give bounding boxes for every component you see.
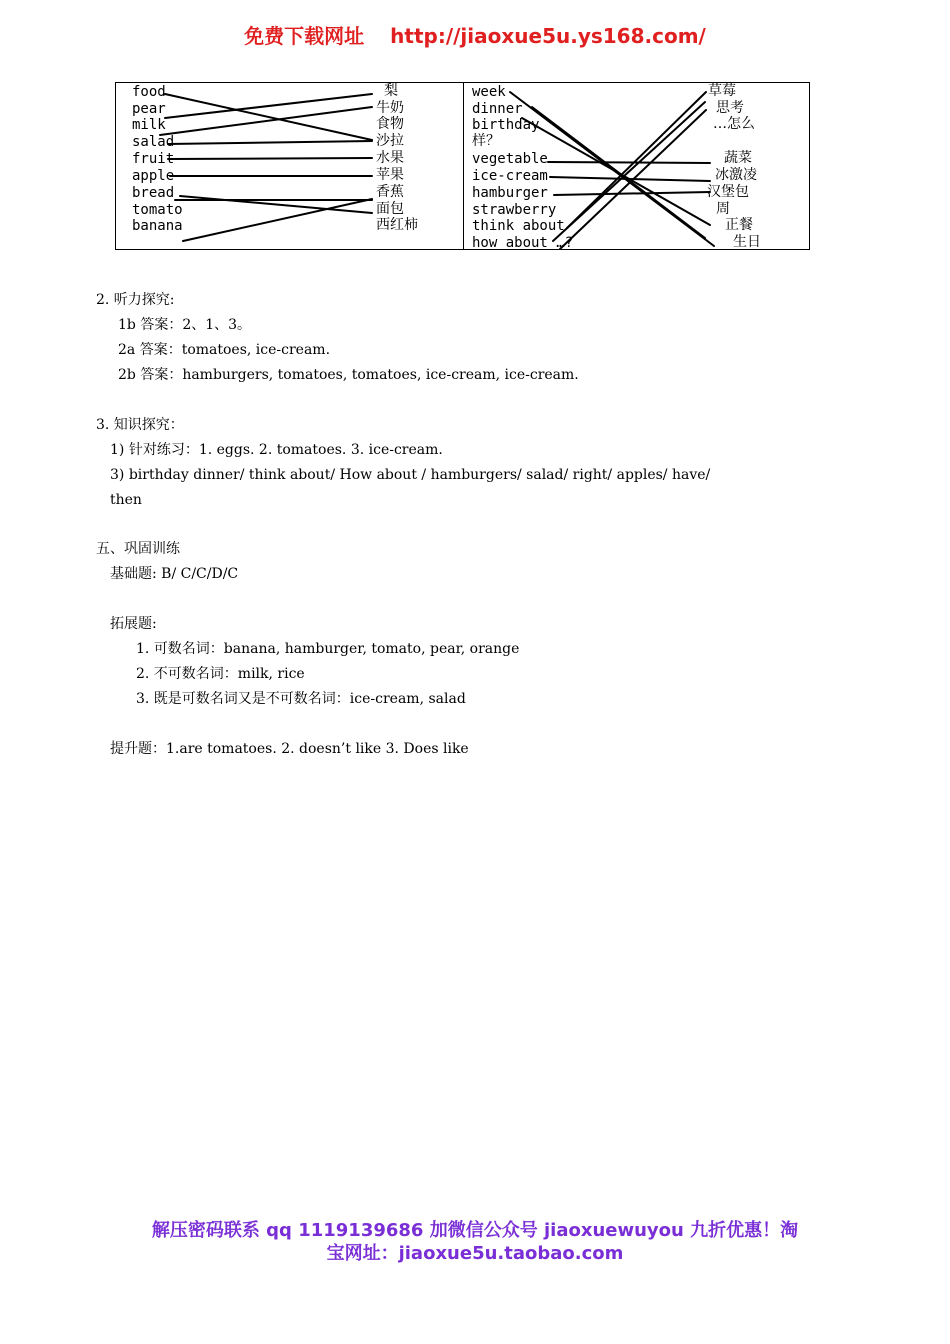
extension-item-2: 2. 不可数名词：milk, rice <box>136 666 305 682</box>
section-3-title: 3. 知识探究： <box>96 417 184 433</box>
extension-item-1: 1. 可数名词：banana, hamburger, tomato, pear, orange <box>136 641 520 657</box>
left-word: apple <box>132 168 175 184</box>
table-divider <box>463 83 464 249</box>
right-translation: 思考 <box>716 100 744 116</box>
right-word: think about <box>472 218 565 234</box>
answer-2a: 2a 答案：tomatoes, ice-cream. <box>118 342 331 358</box>
left-word: tomato <box>132 202 183 218</box>
right-translation: 汉堡包 <box>707 184 749 200</box>
left-translation: 面包 <box>376 201 404 217</box>
left-word: food <box>132 84 166 100</box>
right-translation: …怎么 <box>713 116 755 132</box>
left-translation: 沙拉 <box>376 133 404 149</box>
left-translation: 水果 <box>376 150 404 166</box>
left-word: bread <box>132 185 175 201</box>
left-translation: 香蕉 <box>376 184 404 200</box>
section-2-title: 2. 听力探究: <box>96 292 175 308</box>
basic-questions: 基础题: B/ C/C/D/C <box>110 566 239 582</box>
right-translation: 周 <box>716 201 730 217</box>
footer <box>0 1219 950 1265</box>
answer-3-1: 1) 针对练习：1. eggs. 2. tomatoes. 3. ice-cream. <box>110 442 443 458</box>
right-word: strawberry <box>472 202 557 218</box>
right-word: birthday <box>472 117 540 133</box>
header <box>0 20 950 49</box>
left-word: salad <box>132 134 175 150</box>
right-word: ice-cream <box>472 168 548 184</box>
footer-line-2[interactable]: 宝网址：jiaoxue5u.taobao.com <box>326 1243 624 1264</box>
left-translation: 梨 <box>384 83 398 99</box>
answer-1b: 1b 答案：2、1、3。 <box>118 317 252 333</box>
right-word: vegetable <box>472 151 548 167</box>
right-word: dinner <box>472 101 523 117</box>
left-translation: 牛奶 <box>376 100 404 116</box>
right-word: how about …? <box>472 235 574 251</box>
header-label: 免费下载网址 <box>244 24 365 48</box>
extension-title: 拓展题: <box>110 616 157 632</box>
answer-3-3-line1: 3) birthday dinner/ think about/ How about / hamburgers/ salad/ right/ apples/ have/ <box>110 467 711 483</box>
left-translation: 苹果 <box>376 167 404 183</box>
extension-item-3: 3. 既是可数名词又是不可数名词：ice-cream, salad <box>136 691 466 707</box>
left-word: fruit <box>132 151 175 167</box>
right-translation: 生日 <box>733 234 761 250</box>
advanced-questions: 提升题：1.are tomatoes. 2. doesn’t like 3. Does like <box>110 741 469 757</box>
right-word: hamburger <box>472 185 548 201</box>
left-word: milk <box>132 117 166 133</box>
answer-2b: 2b 答案：hamburgers, tomatoes, tomatoes, ice-cream, ice-cream. <box>118 367 579 383</box>
answer-3-3-line2: then <box>110 492 142 508</box>
left-word: banana <box>132 218 183 234</box>
right-word: week <box>472 84 506 100</box>
left-translation: 西红柿 <box>376 217 418 233</box>
right-translation: 冰激凌 <box>715 167 757 183</box>
right-word-continued: 样？ <box>472 133 500 149</box>
left-translation: 食物 <box>376 116 404 132</box>
right-translation: 正餐 <box>725 217 753 233</box>
left-word: pear <box>132 101 166 117</box>
right-translation: 草莓 <box>708 83 736 99</box>
right-translation: 蔬菜 <box>724 150 752 166</box>
footer-line-1: 解压密码联系 qq 1119139686 加微信公众号 jiaoxuewuyou 九折优惠！淘 <box>151 1220 799 1241</box>
section-5-title: 五、巩固训练 <box>96 541 180 557</box>
header-url[interactable]: http://jiaoxue5u.ys168.com/ <box>390 24 706 48</box>
matching-table <box>115 82 810 250</box>
